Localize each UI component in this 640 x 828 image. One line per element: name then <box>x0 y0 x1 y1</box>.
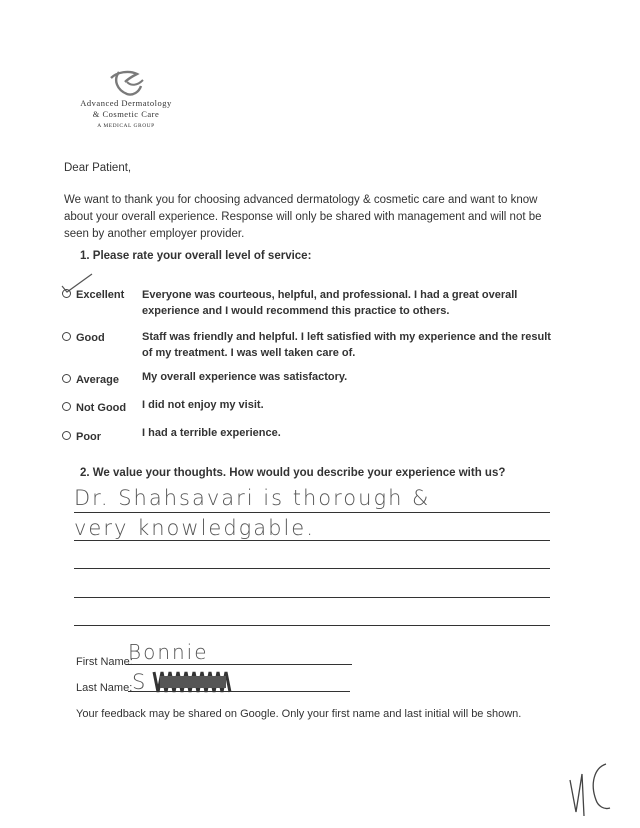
radio-circle-icon[interactable] <box>62 431 71 440</box>
radio-circle-icon[interactable] <box>62 402 71 411</box>
option-label: Good <box>76 332 105 344</box>
option-description: I had a terrible experience. <box>142 427 281 439</box>
logo-tagline: A MEDICAL GROUP <box>97 123 155 129</box>
option-description: Staff was friendly and helpful. I left satisfied with my experience and the result of my treatment. I was well taken care of. <box>142 331 551 359</box>
first-name-underline <box>126 664 352 665</box>
option-description: Everyone was courteous, helpful, and professional. I had a great overall experience and I would recommend this practice to others. <box>142 289 518 317</box>
answer-rule <box>74 540 550 541</box>
last-name-underline <box>128 691 350 692</box>
answer-rule <box>74 512 550 513</box>
answer-rule <box>74 568 550 569</box>
logo-name-line2: & Cosmetic Care <box>92 109 160 119</box>
radio-circle-icon[interactable] <box>62 289 71 298</box>
first-name-value[interactable]: Bonnie <box>128 640 209 664</box>
option-label: Average <box>76 374 120 386</box>
option-label: Not Good <box>76 402 127 414</box>
intro-paragraph: We want to thank you for choosing advanced dermatology & cosmetic care and want to know about your overall experience. Response will only be shared with management and will not be seen by another employer provider. <box>64 194 542 240</box>
last-name-label: Last Name: <box>76 682 133 694</box>
rating-option-average[interactable] <box>62 370 119 388</box>
logo-name-line1: Advanced Dermatology <box>80 98 172 108</box>
option-description: My overall experience was satisfactory. <box>142 371 348 383</box>
option-description: I did not enjoy my visit. <box>142 399 264 411</box>
question-1-label: 1. Please rate your overall level of service: <box>80 250 312 262</box>
option-label: Excellent <box>76 289 125 301</box>
rating-option-excellent[interactable] <box>62 285 124 303</box>
rating-option-good[interactable] <box>62 328 105 346</box>
logo-mark-icon <box>103 68 149 98</box>
first-name-label: First Name: <box>76 656 133 668</box>
last-name-value[interactable]: S <box>132 670 148 694</box>
answer-rule <box>74 625 550 626</box>
option-label: Poor <box>76 431 102 443</box>
greeting: Dear Patient, <box>64 162 132 174</box>
handwritten-answer-line2: very knowledgable. <box>74 516 315 540</box>
rating-option-poor[interactable] <box>62 427 101 445</box>
footer-note: Your feedback may be shared on Google. Only your first name and last initial will be shown. <box>76 708 522 720</box>
handwritten-answer-line1: Dr. Shahsavari is thorough & <box>74 486 431 510</box>
radio-circle-icon[interactable] <box>62 332 71 341</box>
question-2-label: 2. We value your thoughts. How would you describe your experience with us? <box>80 467 506 479</box>
rating-option-not-good[interactable] <box>62 398 126 416</box>
practice-logo <box>66 68 186 129</box>
answer-rule <box>74 597 550 598</box>
radio-circle-icon[interactable] <box>62 374 71 383</box>
initials-signature-icon <box>566 760 612 820</box>
